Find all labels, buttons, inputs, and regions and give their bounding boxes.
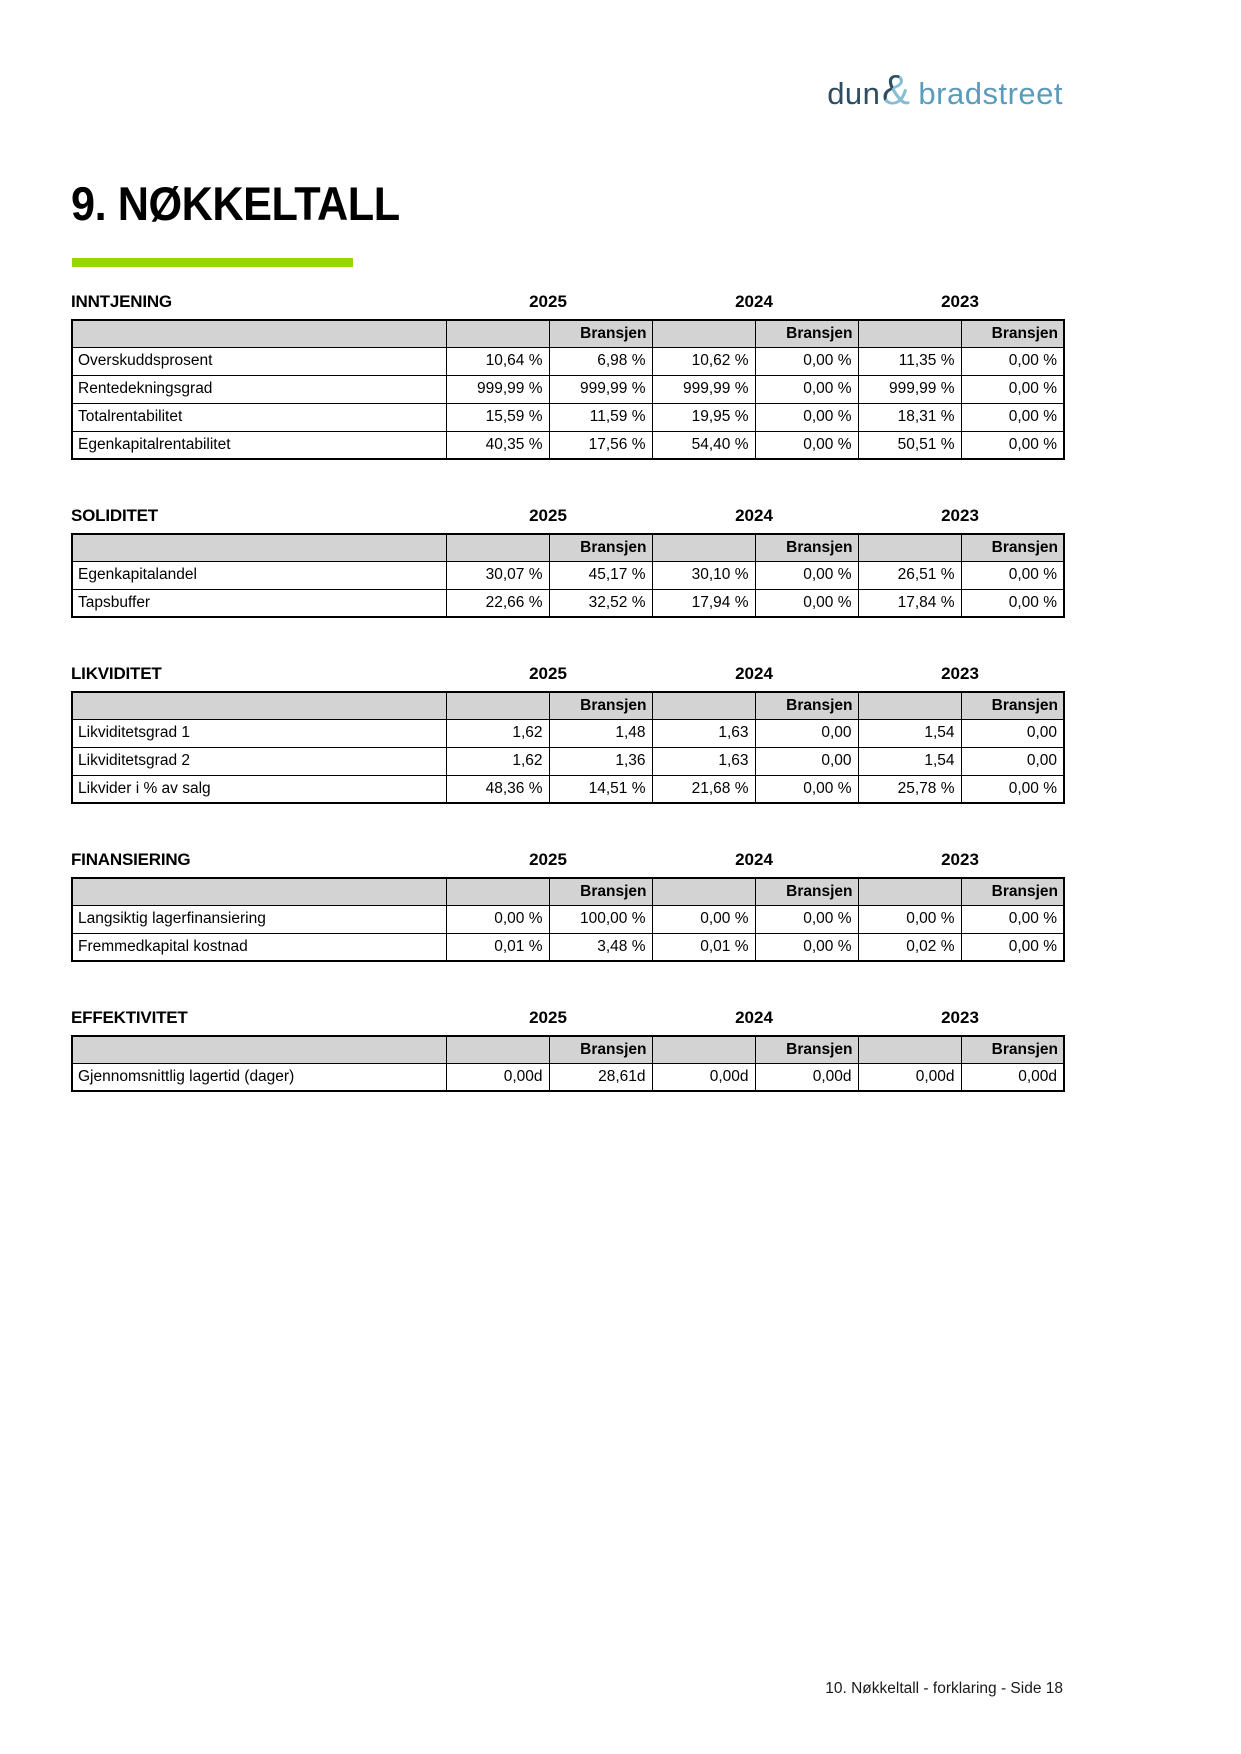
metric-value: 0,00 % xyxy=(961,933,1064,961)
metric-value: 0,00 % xyxy=(755,589,858,617)
header-label-cell xyxy=(72,534,446,561)
metric-row xyxy=(72,431,1064,459)
metric-value: 17,56 % xyxy=(549,431,652,459)
svg-text:&: & xyxy=(882,68,911,112)
metric-value: 50,51 % xyxy=(858,431,961,459)
metric-value: 10,64 % xyxy=(446,347,549,375)
metric-value: 32,52 % xyxy=(549,589,652,617)
section-title: FINANSIERING xyxy=(71,850,191,869)
metric-value: 999,99 % xyxy=(549,375,652,403)
header-empty-cell xyxy=(858,1036,961,1063)
bransjen-header-cell: Bransjen xyxy=(755,320,858,347)
metric-value: 0,00 % xyxy=(755,905,858,933)
metric-value: 26,51 % xyxy=(858,561,961,589)
metric-value: 22,66 % xyxy=(446,589,549,617)
metric-value: 0,00d xyxy=(961,1063,1064,1091)
metric-value: 1,36 xyxy=(549,747,652,775)
header-label-cell xyxy=(72,878,446,905)
table-header-row xyxy=(72,320,1064,347)
metric-label: Langsiktig lagerfinansiering xyxy=(72,905,446,933)
metric-row xyxy=(72,905,1064,933)
metric-row xyxy=(72,775,1064,803)
metric-value: 48,36 % xyxy=(446,775,549,803)
metric-value: 0,00 % xyxy=(755,561,858,589)
metric-value: 0,00 % xyxy=(755,403,858,431)
metric-row xyxy=(72,561,1064,589)
metric-value: 0,00 % xyxy=(961,431,1064,459)
metric-value: 1,54 xyxy=(858,747,961,775)
metric-value: 30,10 % xyxy=(652,561,755,589)
bransjen-header-cell: Bransjen xyxy=(549,878,652,905)
header-label-cell xyxy=(72,1036,446,1063)
metric-value: 0,01 % xyxy=(652,933,755,961)
metric-value: 1,54 xyxy=(858,719,961,747)
metric-value: 14,51 % xyxy=(549,775,652,803)
metric-value: 1,62 xyxy=(446,747,549,775)
section-title: LIKVIDITET xyxy=(71,664,162,683)
header-empty-cell xyxy=(446,692,549,719)
metric-value: 0,02 % xyxy=(858,933,961,961)
metric-value: 0,00 xyxy=(961,747,1064,775)
metric-value: 17,84 % xyxy=(858,589,961,617)
metrics-table xyxy=(71,1035,1065,1092)
ampersand-logo-icon xyxy=(881,68,917,120)
metric-value: 1,48 xyxy=(549,719,652,747)
year-header: 2023 xyxy=(941,292,979,311)
metric-value: 0,00d xyxy=(858,1063,961,1091)
year-header: 2025 xyxy=(529,1008,567,1027)
section-header xyxy=(71,504,1063,526)
metric-value: 0,00 % xyxy=(961,347,1064,375)
bransjen-header-cell: Bransjen xyxy=(549,534,652,561)
header-empty-cell xyxy=(858,534,961,561)
section-header xyxy=(71,662,1063,684)
tables-container xyxy=(71,290,1063,1136)
metric-value: 1,62 xyxy=(446,719,549,747)
metric-label: Rentedekningsgrad xyxy=(72,375,446,403)
year-header: 2024 xyxy=(735,850,773,869)
title-accent-bar xyxy=(72,258,353,267)
metrics-table xyxy=(71,877,1065,962)
metric-row xyxy=(72,589,1064,617)
section-inntjening xyxy=(71,290,1063,460)
metric-label: Egenkapitalandel xyxy=(72,561,446,589)
year-header: 2025 xyxy=(529,506,567,525)
metric-value: 1,63 xyxy=(652,719,755,747)
metric-value: 25,78 % xyxy=(858,775,961,803)
metric-value: 28,61d xyxy=(549,1063,652,1091)
section-likviditet xyxy=(71,662,1063,804)
metric-label: Likviditetsgrad 2 xyxy=(72,747,446,775)
metric-value: 0,00 % xyxy=(755,347,858,375)
metric-value: 0,00 % xyxy=(755,775,858,803)
header-empty-cell xyxy=(446,878,549,905)
metric-value: 0,00 % xyxy=(755,375,858,403)
bransjen-header-cell: Bransjen xyxy=(755,534,858,561)
metric-value: 30,07 % xyxy=(446,561,549,589)
header-empty-cell xyxy=(446,320,549,347)
metric-value: 0,00d xyxy=(755,1063,858,1091)
section-header xyxy=(71,848,1063,870)
metric-label: Gjennomsnittlig lagertid (dager) xyxy=(72,1063,446,1091)
metric-value: 0,00 % xyxy=(961,589,1064,617)
dun-and-bradstreet-logo xyxy=(0,68,1063,120)
metric-value: 999,99 % xyxy=(652,375,755,403)
metric-label: Tapsbuffer xyxy=(72,589,446,617)
metric-row xyxy=(72,747,1064,775)
section-title: INNTJENING xyxy=(71,292,172,311)
year-header: 2024 xyxy=(735,292,773,311)
bransjen-header-cell: Bransjen xyxy=(961,320,1064,347)
metric-value: 10,62 % xyxy=(652,347,755,375)
metric-value: 0,00 % xyxy=(961,561,1064,589)
header-empty-cell xyxy=(858,692,961,719)
header-empty-cell xyxy=(652,692,755,719)
metric-row xyxy=(72,347,1064,375)
metric-value: 0,00d xyxy=(652,1063,755,1091)
metric-value: 17,94 % xyxy=(652,589,755,617)
section-finansiering xyxy=(71,848,1063,962)
metric-row xyxy=(72,719,1064,747)
year-header: 2023 xyxy=(941,506,979,525)
page-footer: 10. Nøkkeltall - forklaring - Side 18 xyxy=(825,1680,1063,1697)
metric-label: Totalrentabilitet xyxy=(72,403,446,431)
metric-value: 0,00 % xyxy=(446,905,549,933)
year-header: 2025 xyxy=(529,664,567,683)
metrics-table xyxy=(71,691,1065,804)
metric-value: 0,01 % xyxy=(446,933,549,961)
bransjen-header-cell: Bransjen xyxy=(549,320,652,347)
metric-value: 0,00 % xyxy=(858,905,961,933)
year-header: 2025 xyxy=(529,850,567,869)
bransjen-header-cell: Bransjen xyxy=(755,1036,858,1063)
section-title: SOLIDITET xyxy=(71,506,158,525)
metric-label: Fremmedkapital kostnad xyxy=(72,933,446,961)
bransjen-header-cell: Bransjen xyxy=(755,692,858,719)
metric-value: 0,00 % xyxy=(961,375,1064,403)
table-header-row xyxy=(72,878,1064,905)
metric-value: 0,00d xyxy=(446,1063,549,1091)
header-empty-cell xyxy=(652,1036,755,1063)
metric-value: 999,99 % xyxy=(858,375,961,403)
metric-value: 45,17 % xyxy=(549,561,652,589)
section-soliditet xyxy=(71,504,1063,618)
metric-value: 11,59 % xyxy=(549,403,652,431)
bransjen-header-cell: Bransjen xyxy=(961,534,1064,561)
metric-value: 0,00 % xyxy=(961,905,1064,933)
metric-value: 19,95 % xyxy=(652,403,755,431)
metric-value: 54,40 % xyxy=(652,431,755,459)
metric-label: Likvider i % av salg xyxy=(72,775,446,803)
metric-label: Egenkapitalrentabilitet xyxy=(72,431,446,459)
table-header-row xyxy=(72,692,1064,719)
bransjen-header-cell: Bransjen xyxy=(961,692,1064,719)
metric-value: 21,68 % xyxy=(652,775,755,803)
page-title: 9. NØKKELTALL xyxy=(71,177,400,230)
year-header: 2023 xyxy=(941,664,979,683)
metrics-table xyxy=(71,533,1065,618)
bransjen-header-cell: Bransjen xyxy=(961,878,1064,905)
header-empty-cell xyxy=(652,320,755,347)
year-header: 2023 xyxy=(941,1008,979,1027)
year-header: 2023 xyxy=(941,850,979,869)
logo-text-bradstreet: bradstreet xyxy=(918,76,1063,111)
metric-value: 0,00 % xyxy=(961,775,1064,803)
section-header xyxy=(71,1006,1063,1028)
header-empty-cell xyxy=(858,878,961,905)
metric-row xyxy=(72,375,1064,403)
header-empty-cell xyxy=(858,320,961,347)
metric-value: 11,35 % xyxy=(858,347,961,375)
bransjen-header-cell: Bransjen xyxy=(755,878,858,905)
metric-value: 0,00 xyxy=(755,719,858,747)
bransjen-header-cell: Bransjen xyxy=(549,1036,652,1063)
header-empty-cell xyxy=(446,534,549,561)
section-title: EFFEKTIVITET xyxy=(71,1008,188,1027)
header-empty-cell xyxy=(652,878,755,905)
metric-value: 0,00 xyxy=(755,747,858,775)
metric-label: Overskuddsprosent xyxy=(72,347,446,375)
section-effektivitet xyxy=(71,1006,1063,1092)
year-header: 2025 xyxy=(529,292,567,311)
header-empty-cell xyxy=(652,534,755,561)
metric-value: 0,00 xyxy=(961,719,1064,747)
metric-value: 0,00 % xyxy=(652,905,755,933)
header-empty-cell xyxy=(446,1036,549,1063)
year-header: 2024 xyxy=(735,1008,773,1027)
metric-value: 0,00 % xyxy=(755,431,858,459)
metric-value: 1,63 xyxy=(652,747,755,775)
metric-value: 40,35 % xyxy=(446,431,549,459)
bransjen-header-cell: Bransjen xyxy=(961,1036,1064,1063)
logo-text-dun: dun xyxy=(827,76,881,111)
metric-row xyxy=(72,1063,1064,1091)
metric-value: 0,00 % xyxy=(755,933,858,961)
metric-label: Likviditetsgrad 1 xyxy=(72,719,446,747)
table-header-row xyxy=(72,534,1064,561)
year-header: 2024 xyxy=(735,506,773,525)
bransjen-header-cell: Bransjen xyxy=(549,692,652,719)
metric-value: 3,48 % xyxy=(549,933,652,961)
header-label-cell xyxy=(72,320,446,347)
metric-row xyxy=(72,933,1064,961)
table-header-row xyxy=(72,1036,1064,1063)
metric-value: 18,31 % xyxy=(858,403,961,431)
metrics-table xyxy=(71,319,1065,460)
metric-value: 999,99 % xyxy=(446,375,549,403)
metric-value: 15,59 % xyxy=(446,403,549,431)
metric-row xyxy=(72,403,1064,431)
metric-value: 0,00 % xyxy=(961,403,1064,431)
metric-value: 6,98 % xyxy=(549,347,652,375)
section-header xyxy=(71,290,1063,312)
year-header: 2024 xyxy=(735,664,773,683)
metric-value: 100,00 % xyxy=(549,905,652,933)
header-label-cell xyxy=(72,692,446,719)
